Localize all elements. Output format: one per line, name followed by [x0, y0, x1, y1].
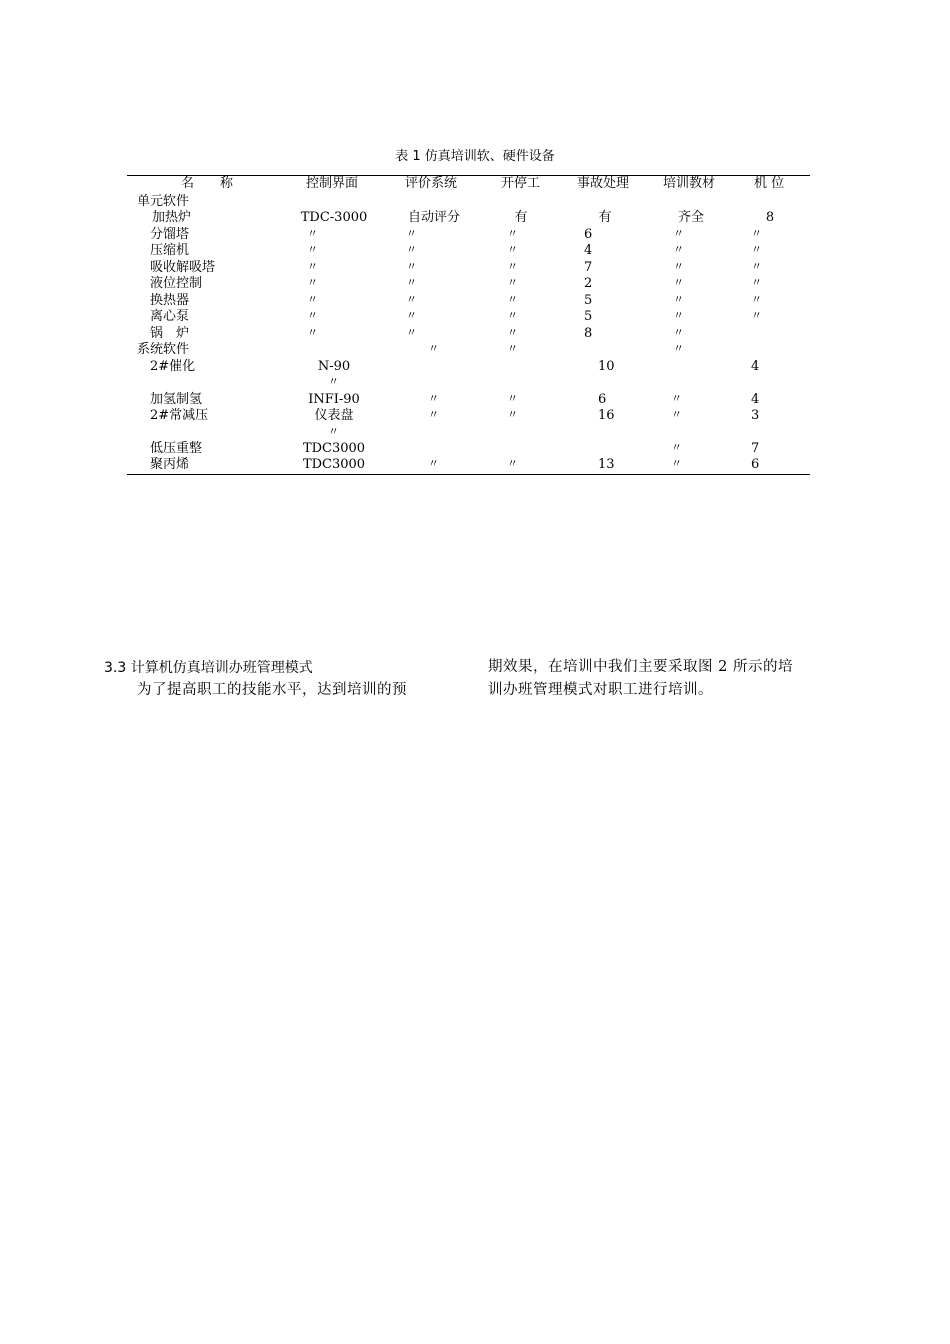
- cell-accident-count: 13: [598, 457, 615, 472]
- paragraph-right-line-2: 训办班管理模式对职工进行培训。: [488, 682, 713, 698]
- cell-accident-count: 5: [584, 293, 593, 308]
- cell-name: 2#催化: [150, 359, 196, 374]
- cell-accident-count: 4: [584, 243, 593, 258]
- cell-control-interface: 〃: [307, 293, 318, 306]
- cell-control-interface: TDC-3000: [300, 210, 368, 225]
- cell-accident-count: 10: [598, 359, 615, 374]
- header-evaluation-system: 评价系统: [405, 176, 458, 191]
- cell-training-material: 〃: [673, 260, 684, 273]
- cell-startup-shutdown: 〃: [507, 457, 518, 470]
- cell-accident-count: 7: [584, 260, 593, 275]
- cell-control-interface: INFI-90: [308, 392, 360, 407]
- cell-name: 单元软件: [137, 194, 190, 209]
- header-training-material: 培训教材: [663, 176, 716, 191]
- cell-startup-shutdown: 〃: [507, 309, 518, 322]
- cell-evaluation: 〃: [428, 408, 439, 421]
- cell-training-material: 〃: [671, 457, 682, 470]
- cell-name: 系统软件: [137, 342, 190, 357]
- cell-name: 分馏塔: [150, 227, 190, 242]
- cell-seats: 4: [751, 359, 760, 374]
- cell-evaluation: 〃: [428, 457, 439, 470]
- cell-seats: 〃: [751, 293, 762, 306]
- cell-training-material: 〃: [673, 276, 684, 289]
- header-name: 名 称: [181, 176, 234, 191]
- cell-accident-count: 5: [584, 309, 593, 324]
- cell-training-material: 〃: [671, 392, 682, 405]
- cell-seats: 8: [765, 210, 775, 225]
- table-caption: 表 1 仿真培训软、硬件设备: [395, 149, 555, 164]
- cell-evaluation: 〃: [406, 260, 417, 273]
- cell-training-material: 〃: [673, 293, 684, 306]
- cell-accident-count: 2: [584, 276, 593, 291]
- cell-evaluation: 〃: [428, 392, 439, 405]
- cell-seats: 〃: [751, 227, 762, 240]
- cell-control-interface: 〃: [307, 276, 318, 289]
- cell-name: 压缩机: [150, 243, 190, 258]
- cell-seats: 〃: [751, 276, 762, 289]
- cell-training-material: 〃: [671, 441, 682, 454]
- cell-training-material: 〃: [673, 243, 684, 256]
- cell-seats: 6: [751, 457, 760, 472]
- cell-training-material: 〃: [673, 326, 684, 339]
- paragraph-left-line: 为了提高职工的技能水平，达到培训的预: [137, 682, 407, 698]
- cell-name: 加氢制氢: [150, 392, 203, 407]
- cell-control-interface: 〃: [328, 375, 339, 388]
- cell-seats: 〃: [751, 260, 762, 273]
- cell-control-interface: N-90: [317, 359, 351, 374]
- cell-evaluation: 〃: [406, 227, 417, 240]
- cell-accident-count: 有: [598, 210, 612, 225]
- cell-seats: 〃: [751, 309, 762, 322]
- cell-name: 离心泵: [150, 309, 190, 324]
- cell-evaluation: 〃: [428, 342, 439, 355]
- cell-seats: 4: [751, 392, 760, 407]
- cell-control-interface: 〃: [307, 260, 318, 273]
- cell-evaluation: 自动评分: [407, 210, 461, 225]
- cell-training-material: 〃: [673, 342, 684, 355]
- cell-evaluation: 〃: [406, 326, 417, 339]
- header-seats: 机 位: [754, 176, 785, 191]
- table-bottom-rule: [127, 474, 810, 475]
- cell-training-material: 〃: [673, 309, 684, 322]
- paragraph-right-line-1: 期效果，在培训中我们主要采取图 2 所示的培: [488, 659, 793, 675]
- cell-control-interface: 〃: [307, 243, 318, 256]
- cell-startup-shutdown: 〃: [507, 326, 518, 339]
- cell-control-interface: TDC3000: [302, 457, 366, 472]
- cell-control-interface: 〃: [307, 326, 318, 339]
- cell-control-interface: 〃: [307, 227, 318, 240]
- cell-startup-shutdown: 〃: [507, 392, 518, 405]
- cell-evaluation: 〃: [406, 309, 417, 322]
- cell-name: 2#常减压: [150, 408, 209, 423]
- cell-startup-shutdown: 〃: [507, 227, 518, 240]
- header-accident-handling: 事故处理: [577, 176, 630, 191]
- cell-accident-count: 6: [598, 392, 607, 407]
- cell-name: 锅 炉: [150, 326, 190, 341]
- cell-startup-shutdown: 〃: [507, 342, 518, 355]
- cell-name: 加热炉: [152, 210, 192, 225]
- cell-name: 吸收解吸塔: [150, 260, 216, 275]
- cell-name: 低压重整: [150, 441, 203, 456]
- cell-training-material: 〃: [671, 408, 682, 421]
- cell-accident-count: 16: [598, 408, 615, 423]
- cell-control-interface: 〃: [328, 425, 339, 438]
- cell-evaluation: 〃: [406, 276, 417, 289]
- cell-startup-shutdown: 〃: [507, 243, 518, 256]
- cell-name: 聚丙烯: [150, 457, 190, 472]
- cell-control-interface: 仪表盘: [314, 408, 354, 423]
- header-startup-shutdown: 开停工: [501, 176, 541, 191]
- cell-seats: 〃: [751, 243, 762, 256]
- cell-control-interface: 〃: [307, 309, 318, 322]
- cell-name: 液位控制: [150, 276, 203, 291]
- cell-control-interface: TDC3000: [302, 441, 366, 456]
- cell-name: 换热器: [150, 293, 190, 308]
- cell-accident-count: 6: [584, 227, 593, 242]
- cell-startup-shutdown: 〃: [507, 408, 518, 421]
- cell-accident-count: 8: [584, 326, 593, 341]
- header-control-interface: 控制界面: [306, 176, 359, 191]
- cell-evaluation: 〃: [406, 293, 417, 306]
- cell-seats: 3: [751, 408, 760, 423]
- section-title: 3.3 计算机仿真培训办班管理模式: [104, 660, 313, 676]
- cell-evaluation: 〃: [406, 243, 417, 256]
- cell-seats: 7: [751, 441, 760, 456]
- cell-startup-shutdown: 〃: [507, 293, 518, 306]
- cell-startup-shutdown: 有: [514, 210, 528, 225]
- cell-training-material: 〃: [673, 227, 684, 240]
- cell-startup-shutdown: 〃: [507, 276, 518, 289]
- cell-training-material: 齐全: [677, 210, 705, 225]
- cell-startup-shutdown: 〃: [507, 260, 518, 273]
